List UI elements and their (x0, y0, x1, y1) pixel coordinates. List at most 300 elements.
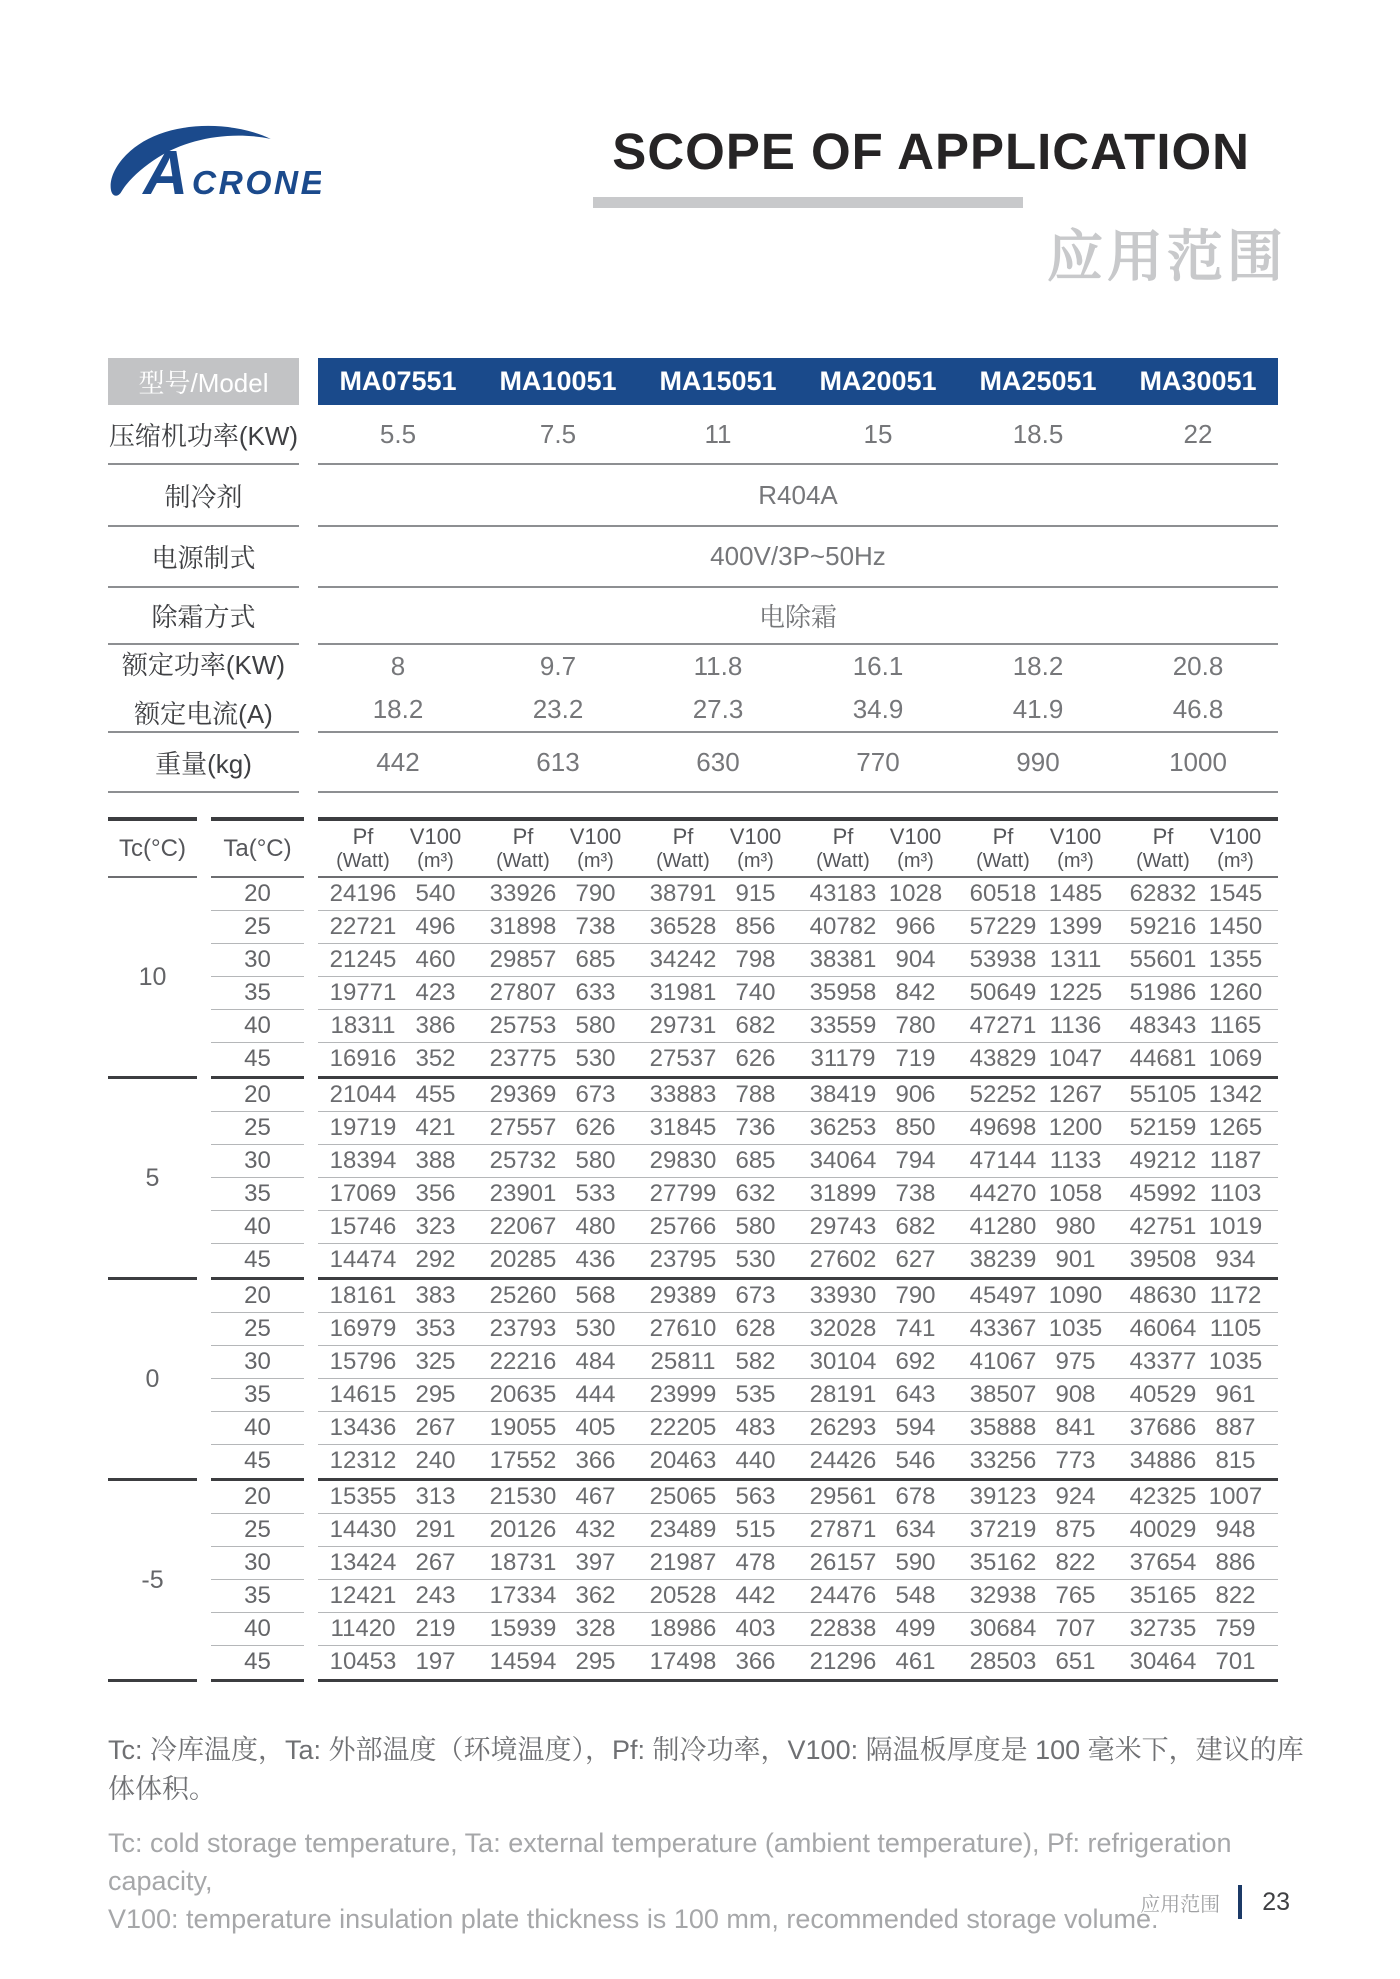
model-col (958, 1580, 1118, 1612)
row-values (318, 1379, 1278, 1412)
model-col (958, 1646, 1118, 1679)
model-col (1118, 1379, 1278, 1411)
v100-value: 219 (415, 1615, 456, 1642)
model-col (798, 1646, 958, 1679)
v100-value: 444 (575, 1381, 616, 1408)
pf-value: 45497 (969, 1282, 1037, 1309)
performance-blocks (108, 878, 1278, 1682)
header-unit: (m³) (1217, 849, 1254, 872)
v100-value: 460 (415, 946, 456, 973)
v100-value: 632 (735, 1180, 776, 1207)
column-gap (304, 1547, 318, 1580)
v100-value: 436 (575, 1246, 616, 1273)
pf-value: 15355 (329, 1483, 397, 1510)
pf-value: 51986 (1129, 979, 1197, 1006)
v100-value: 563 (735, 1483, 776, 1510)
v100-value: 499 (895, 1615, 936, 1642)
v100-value: 362 (575, 1582, 616, 1609)
header-text: Pf (672, 823, 694, 849)
spec-value: 11 (704, 418, 732, 449)
tc-block-rows (211, 1280, 1278, 1478)
page-subtitle-cn: 应用范围 (1047, 225, 1287, 288)
footer-divider-bar (1238, 1885, 1242, 1919)
v100-value: 535 (735, 1381, 776, 1408)
ta-value: 25 (211, 1313, 304, 1346)
ta-value: 25 (211, 1514, 304, 1547)
v100-value: 633 (575, 979, 616, 1006)
model-col (478, 1010, 638, 1042)
v100-header (568, 824, 623, 874)
ta-value: 40 (211, 1613, 304, 1646)
pf-value: 28503 (969, 1648, 1037, 1675)
v100-header (1048, 824, 1103, 874)
pf-value: 16916 (329, 1045, 397, 1072)
tc-block-rows (211, 1481, 1278, 1679)
pf-value: 53938 (969, 946, 1037, 973)
pf-value: 38791 (649, 880, 717, 907)
subheader-model-col (958, 824, 1118, 874)
v100-value: 1133 (1049, 1147, 1102, 1174)
header-unit: (Watt) (1136, 849, 1190, 872)
v100-value: 461 (895, 1648, 936, 1675)
column-gap (197, 1079, 211, 1277)
model-col (478, 1445, 638, 1478)
pf-value: 41067 (969, 1348, 1037, 1375)
row-values (318, 1244, 1278, 1277)
header-unit: (Watt) (656, 849, 710, 872)
model-col (958, 1079, 1118, 1111)
pf-value: 45992 (1129, 1180, 1197, 1207)
row-values (318, 1211, 1278, 1244)
model-col (638, 1211, 798, 1243)
v100-value: 295 (415, 1381, 456, 1408)
v100-value: 197 (415, 1648, 456, 1675)
model-col (798, 1211, 958, 1243)
v100-value: 822 (1215, 1582, 1256, 1609)
v100-value: 790 (575, 880, 616, 907)
row-values (318, 1481, 1278, 1514)
v100-value: 707 (1055, 1615, 1096, 1642)
pf-value: 35162 (969, 1549, 1037, 1576)
power-supply-row (108, 527, 1278, 588)
model-col (318, 878, 478, 910)
model-col (638, 1043, 798, 1076)
v100-value: 692 (895, 1348, 936, 1375)
model-col (1118, 1010, 1278, 1042)
pf-value: 22721 (329, 913, 397, 940)
pf-value: 37219 (969, 1516, 1037, 1543)
v100-value: 1450 (1208, 913, 1263, 940)
model-col (638, 1145, 798, 1177)
row-label: 除霜方式 (108, 588, 299, 645)
model-col (478, 1043, 638, 1076)
pf-value: 29743 (809, 1213, 877, 1240)
pf-value: 33930 (809, 1282, 877, 1309)
column-gap (304, 977, 318, 1010)
model-col (958, 1043, 1118, 1076)
header-unit: (m³) (897, 849, 934, 872)
model-col (638, 1079, 798, 1111)
tc-block (108, 878, 1278, 1076)
model-name: MA15051 (659, 366, 777, 396)
tc-block (108, 1481, 1278, 1679)
row-values (318, 588, 1278, 645)
title-underline-bar (593, 197, 1023, 208)
v100-value: 961 (1215, 1381, 1256, 1408)
brand-logo (103, 118, 321, 210)
model-col (1118, 1145, 1278, 1177)
model-col (318, 1481, 478, 1513)
pf-value: 42751 (1129, 1213, 1197, 1240)
row-label: 重量(kg) (108, 733, 299, 793)
column-gap (304, 1580, 318, 1613)
row-values (318, 878, 1278, 911)
pf-value: 36528 (649, 913, 717, 940)
model-col (638, 1547, 798, 1579)
header-text: V100 (409, 823, 462, 849)
logo-initial: A (143, 139, 189, 209)
model-col (798, 1079, 958, 1111)
pf-value: 32938 (969, 1582, 1037, 1609)
v100-value: 388 (415, 1147, 456, 1174)
ta-value: 40 (211, 1211, 304, 1244)
pf-value: 62832 (1129, 880, 1197, 907)
tc-value: -5 (141, 1565, 164, 1594)
ta-value: 45 (244, 1246, 271, 1273)
column-gap (304, 1313, 318, 1346)
v100-value: 397 (575, 1549, 616, 1576)
pf-value: 40782 (809, 913, 877, 940)
pf-value: 14430 (329, 1516, 397, 1543)
v100-value: 442 (735, 1582, 776, 1609)
subheader-model-col (798, 824, 958, 874)
table-row (211, 911, 1278, 944)
pf-value: 17334 (489, 1582, 557, 1609)
spec-value: 18.2 (1012, 651, 1064, 681)
spec-value: 9.7 (539, 651, 577, 681)
v100-value: 366 (735, 1648, 776, 1675)
spec-value: 1000 (1169, 746, 1227, 777)
pf-value: 18161 (329, 1282, 397, 1309)
table-row (211, 1145, 1278, 1178)
pf-value: 25753 (489, 1012, 557, 1039)
model-col (318, 1145, 478, 1177)
column-gap (197, 1481, 211, 1679)
v100-value: 886 (1215, 1549, 1256, 1576)
v100-value: 432 (575, 1516, 616, 1543)
performance-subheader (108, 821, 1278, 876)
pf-value: 52159 (1129, 1114, 1197, 1141)
v100-value: 798 (735, 946, 776, 973)
pf-value: 38507 (969, 1381, 1037, 1408)
model-col (798, 1244, 958, 1277)
column-gap (304, 1010, 318, 1043)
pf-value: 21245 (329, 946, 397, 973)
model-col (958, 1178, 1118, 1210)
model-col (638, 1445, 798, 1478)
model-col (318, 1043, 478, 1076)
column-gap (304, 1043, 318, 1076)
v100-value: 484 (575, 1348, 616, 1375)
pf-value: 18394 (329, 1147, 397, 1174)
pf-value: 25260 (489, 1282, 557, 1309)
table-row (211, 1379, 1278, 1412)
model-col (638, 1010, 798, 1042)
pf-value: 44681 (1129, 1045, 1197, 1072)
v100-value: 673 (575, 1081, 616, 1108)
model-col (798, 1346, 958, 1378)
v100-value: 948 (1215, 1516, 1256, 1543)
v100-value: 325 (415, 1348, 456, 1375)
pf-value: 21044 (329, 1081, 397, 1108)
v100-header (1208, 824, 1263, 874)
v100-value: 590 (895, 1549, 936, 1576)
model-col (478, 1547, 638, 1579)
subheader-model-col (638, 824, 798, 874)
page-footer (1140, 1884, 1290, 1920)
model-col (798, 977, 958, 1009)
table-row (211, 977, 1278, 1010)
model-col (318, 1445, 478, 1478)
pf-value: 48343 (1129, 1012, 1197, 1039)
pf-value: 29857 (489, 946, 557, 973)
spec-value: 18.5 (1012, 418, 1064, 449)
row-label: 压缩机功率(KW) (108, 405, 299, 465)
table-row (211, 1646, 1278, 1679)
pf-value: 30464 (1129, 1648, 1197, 1675)
pf-value: 50649 (969, 979, 1037, 1006)
subheader-model-col (478, 824, 638, 874)
pf-value: 43183 (809, 880, 877, 907)
footnote-en-line2: V100: temperature insulation plate thickness is 100 mm, recommended storage volume. (108, 1904, 1159, 1934)
pf-value: 15939 (489, 1615, 557, 1642)
model-header-row (108, 358, 1278, 405)
row-values (318, 1646, 1278, 1679)
table-row (211, 1481, 1278, 1514)
rule-segment (108, 817, 197, 821)
v100-value: 780 (895, 1012, 936, 1039)
pf-value: 31898 (489, 913, 557, 940)
v100-value: 628 (735, 1315, 776, 1342)
v100-value: 580 (575, 1147, 616, 1174)
model-col (798, 1313, 958, 1345)
pf-v100-headers (318, 824, 1278, 874)
pf-value: 33883 (649, 1081, 717, 1108)
v100-value: 313 (415, 1483, 456, 1510)
model-col (1118, 1547, 1278, 1579)
v100-value: 1165 (1209, 1012, 1262, 1039)
model-col (638, 1280, 798, 1312)
model-col (638, 1613, 798, 1645)
model-col (958, 1547, 1118, 1579)
pf-value: 38419 (809, 1081, 877, 1108)
tc-value: 0 (145, 1364, 160, 1393)
spec-value: 8 (390, 651, 406, 681)
model-col (318, 1412, 478, 1444)
tc-block-rows (211, 1079, 1278, 1277)
pf-value: 47271 (969, 1012, 1037, 1039)
pf-value: 52252 (969, 1081, 1037, 1108)
v100-value: 915 (735, 880, 776, 907)
column-gap (304, 1514, 318, 1547)
pf-value: 21296 (809, 1648, 877, 1675)
model-col (798, 1145, 958, 1177)
pf-value: 23901 (489, 1180, 557, 1207)
v100-value: 1399 (1048, 913, 1103, 940)
pf-value: 60518 (969, 880, 1037, 907)
v100-value: 328 (575, 1615, 616, 1642)
pf-value: 30104 (809, 1348, 877, 1375)
v100-value: 267 (415, 1549, 456, 1576)
spec-value: 15 (863, 418, 893, 449)
pf-value: 43367 (969, 1315, 1037, 1342)
model-col (798, 1613, 958, 1645)
pf-header (318, 824, 408, 874)
table-row (211, 1547, 1278, 1580)
pf-header (478, 824, 568, 874)
row-values (318, 1346, 1278, 1379)
model-col (638, 1112, 798, 1144)
header-text: V100 (729, 823, 782, 849)
pf-value: 25732 (489, 1147, 557, 1174)
column-gap (304, 1412, 318, 1445)
model-col (318, 1280, 478, 1312)
v100-value: 773 (1055, 1447, 1096, 1474)
v100-value: 440 (735, 1447, 776, 1474)
model-col (478, 1280, 638, 1312)
v100-value: 841 (1055, 1414, 1096, 1441)
v100-value: 455 (415, 1081, 456, 1108)
rule-segment (108, 1679, 197, 1682)
pf-value: 29731 (649, 1012, 717, 1039)
column-gap (304, 1346, 318, 1379)
rated-power-values (318, 651, 1278, 682)
v100-value: 815 (1215, 1447, 1256, 1474)
v100-value: 788 (735, 1081, 776, 1108)
row-values (318, 1112, 1278, 1145)
pf-value: 24196 (329, 880, 397, 907)
model-col (1118, 1313, 1278, 1345)
v100-value: 243 (415, 1582, 456, 1609)
pf-value: 24476 (809, 1582, 877, 1609)
ta-value: 30 (211, 1346, 304, 1379)
pf-value: 23793 (489, 1315, 557, 1342)
model-col (958, 1313, 1118, 1345)
spec-value: 27.3 (692, 694, 744, 724)
model-col (318, 1580, 478, 1612)
model-col (958, 1145, 1118, 1177)
model-col (478, 1211, 638, 1243)
tc-block (108, 1079, 1278, 1277)
ta-value: 30 (211, 944, 304, 977)
table-row (211, 1043, 1278, 1076)
v100-value: 1047 (1048, 1045, 1103, 1072)
column-gap (304, 1244, 318, 1277)
pf-value: 11420 (330, 1615, 396, 1642)
row-values (318, 1280, 1278, 1313)
v100-value: 1225 (1048, 979, 1103, 1006)
rule-segment (318, 817, 1278, 821)
ta-header: Ta(°C) (223, 834, 292, 862)
pf-value: 42325 (1129, 1483, 1197, 1510)
model-col (318, 944, 478, 976)
span-value: 电除霜 (758, 602, 837, 632)
model-col (478, 1646, 638, 1679)
model-col (1118, 1613, 1278, 1645)
column-gap (299, 645, 318, 733)
v100-value: 924 (1055, 1483, 1096, 1510)
rated-current-values (318, 694, 1278, 725)
model-col (478, 1145, 638, 1177)
model-col (478, 911, 638, 943)
spec-value: 770 (856, 746, 900, 777)
pf-value: 39123 (969, 1483, 1037, 1510)
table-row (211, 1514, 1278, 1547)
v100-value: 403 (735, 1615, 776, 1642)
model-col (1118, 1079, 1278, 1111)
v100-header (728, 824, 783, 874)
pf-value: 38239 (969, 1246, 1037, 1273)
model-col (478, 1112, 638, 1144)
v100-value: 980 (1055, 1213, 1096, 1240)
model-col (1118, 1043, 1278, 1076)
v100-value: 626 (735, 1045, 776, 1072)
v100-value: 643 (895, 1381, 936, 1408)
model-names-bar (318, 358, 1278, 405)
rated-power-current-row (108, 645, 1278, 733)
model-col (638, 1412, 798, 1444)
footnote-en (108, 1824, 1328, 1938)
tc-header: Tc(°C) (119, 834, 186, 862)
model-name: MA10051 (499, 366, 617, 396)
v100-value: 1342 (1208, 1081, 1263, 1108)
column-gap (299, 358, 318, 405)
row-values (318, 1178, 1278, 1211)
block-separator (108, 1679, 1278, 1682)
column-gap (304, 1280, 318, 1313)
pf-value: 34064 (809, 1147, 877, 1174)
v100-value: 934 (1215, 1246, 1256, 1273)
model-col (318, 1211, 478, 1243)
v100-value: 701 (1215, 1648, 1256, 1675)
v100-value: 634 (895, 1516, 936, 1543)
tc-block (108, 1280, 1278, 1478)
pf-value: 27799 (649, 1180, 717, 1207)
model-col (798, 1514, 958, 1546)
pf-value: 23775 (489, 1045, 557, 1072)
model-col (1118, 1211, 1278, 1243)
model-col (318, 1547, 478, 1579)
row-values (318, 1412, 1278, 1445)
pf-value: 21987 (649, 1549, 717, 1576)
pf-value: 20285 (489, 1246, 557, 1273)
v100-value: 685 (735, 1147, 776, 1174)
pf-value: 15796 (329, 1348, 397, 1375)
model-col (638, 911, 798, 943)
table-row (211, 1079, 1278, 1112)
pf-value: 30684 (969, 1615, 1037, 1642)
page-number: 23 (1262, 1887, 1290, 1916)
model-col (478, 878, 638, 910)
spec-value: 442 (376, 746, 420, 777)
header-unit: (Watt) (496, 849, 550, 872)
model-col (798, 1412, 958, 1444)
v100-value: 580 (735, 1213, 776, 1240)
ta-value: 45 (244, 1648, 271, 1675)
pf-value: 22205 (649, 1414, 717, 1441)
row-values (318, 1079, 1278, 1112)
column-gap (304, 1445, 318, 1478)
